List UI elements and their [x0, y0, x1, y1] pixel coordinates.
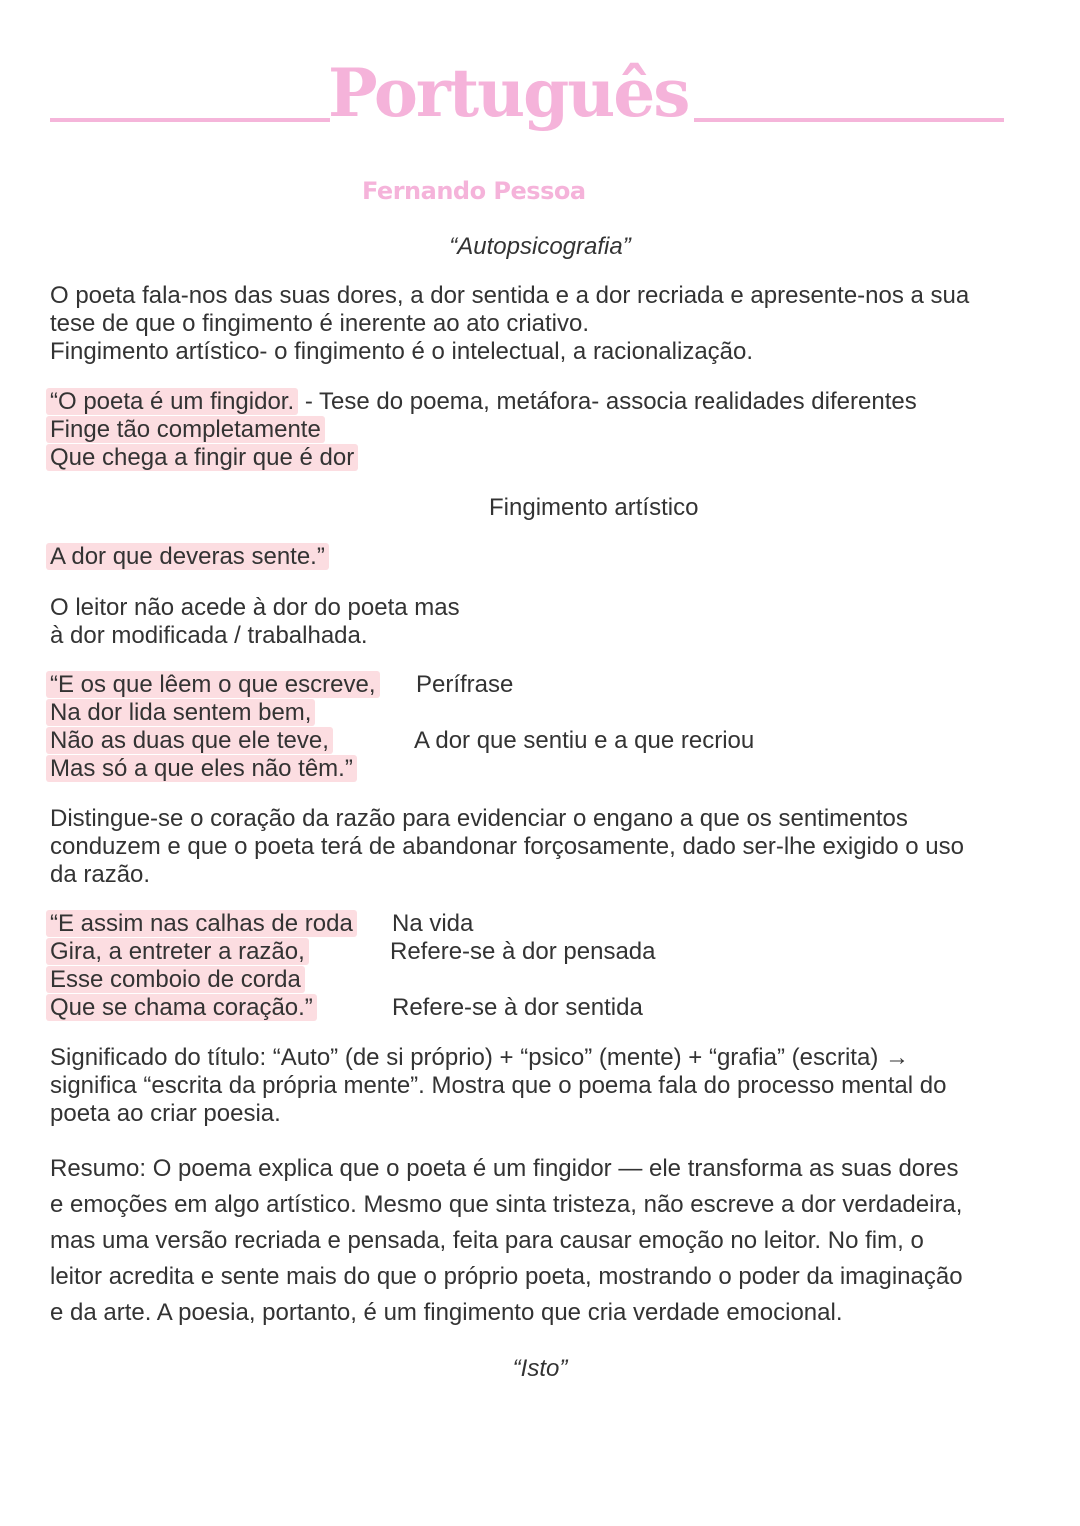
annotation: Perífrase	[416, 671, 514, 698]
highlighted-verse: Na dor lida sentem bem,	[46, 699, 315, 726]
text-line: da razão.	[50, 861, 151, 888]
author-heading: Fernando Pessoa	[362, 177, 586, 205]
reader-paragraph	[50, 594, 460, 650]
text-line: Resumo: O poema explica que o poeta é um fingidor — ele transforma as suas dores	[50, 1155, 959, 1182]
stanza-2	[50, 671, 380, 783]
highlighted-verse: “E os que lêem o que escreve,	[46, 671, 380, 698]
text-line: conduzem e que o poeta terá de abandonar forçosamente, dado ser-lhe exigido o uso	[50, 833, 964, 860]
reason-paragraph	[50, 805, 964, 889]
page-title: Português	[328, 54, 689, 132]
highlighted-verse: Mas só a que eles não têm.”	[46, 755, 357, 782]
poem-title: “Isto”	[512, 1355, 568, 1382]
title-meaning-paragraph	[50, 1044, 946, 1128]
title-rule-right	[694, 118, 1004, 122]
text-line: Significado do título: “Auto” (de si próprio) + “psico” (mente) + “grafia” (escrita) →	[50, 1044, 909, 1071]
text-line: e da arte. A poesia, portanto, é um fingimento que cria verdade emocional.	[50, 1299, 843, 1326]
annotation: Refere-se à dor pensada	[390, 938, 656, 965]
intro-paragraph	[50, 282, 969, 366]
highlighted-verse: Que se chama coração.”	[46, 994, 317, 1021]
highlighted-verse: Esse comboio de corda	[46, 966, 305, 993]
text-line: O poeta fala-nos das suas dores, a dor sentida e a dor recriada e apresente-nos a sua	[50, 282, 970, 309]
highlighted-verse: “O poeta é um fingidor.	[46, 388, 298, 415]
title-rule-left	[50, 118, 330, 122]
text-line: Fingimento artístico- o fingimento é o intelectual, a racionalização.	[50, 338, 754, 365]
text-line: poeta ao criar poesia.	[50, 1100, 281, 1127]
highlighted-verse: Não as duas que ele teve,	[46, 727, 333, 754]
poem-title: “Autopsicografia”	[449, 233, 631, 260]
highlighted-verse: A dor que deveras sente.”	[46, 543, 329, 570]
stanza-3	[50, 910, 357, 1022]
summary-paragraph	[50, 1151, 963, 1331]
annotation: Na vida	[392, 910, 474, 937]
text-line: Distingue-se o coração da razão para evidenciar o engano a que os sentimentos	[50, 805, 908, 832]
text-line: mas uma versão recriada e pensada, feita para causar emoção no leitor. No fim, o	[50, 1227, 924, 1254]
annotation: Fingimento artístico	[489, 494, 699, 521]
annotation: - Tese do poema, metáfora- associa realidades diferentes	[304, 388, 917, 415]
annotation: A dor que sentiu e a que recriou	[414, 727, 755, 754]
highlighted-verse: Finge tão completamente	[46, 416, 325, 443]
text-line: à dor modificada / trabalhada.	[50, 622, 368, 649]
stanza-1	[50, 388, 917, 472]
text-line: significa “escrita da própria mente”. Mostra que o poema fala do processo mental do	[50, 1072, 947, 1099]
text-line: leitor acredita e sente mais do que o próprio poeta, mostrando o poder da imaginação	[50, 1263, 963, 1290]
annotation: Refere-se à dor sentida	[392, 994, 643, 1021]
text-line: tese de que o fingimento é inerente ao ato criativo.	[50, 310, 590, 337]
highlighted-verse: Gira, a entreter a razão,	[46, 938, 309, 965]
highlighted-verse: Que chega a fingir que é dor	[46, 444, 358, 471]
highlighted-verse: “E assim nas calhas de roda	[46, 910, 357, 937]
text-line: e emoções em algo artístico. Mesmo que sinta tristeza, não escreve a dor verdadeira,	[50, 1191, 963, 1218]
text-line: O leitor não acede à dor do poeta mas	[50, 594, 460, 621]
